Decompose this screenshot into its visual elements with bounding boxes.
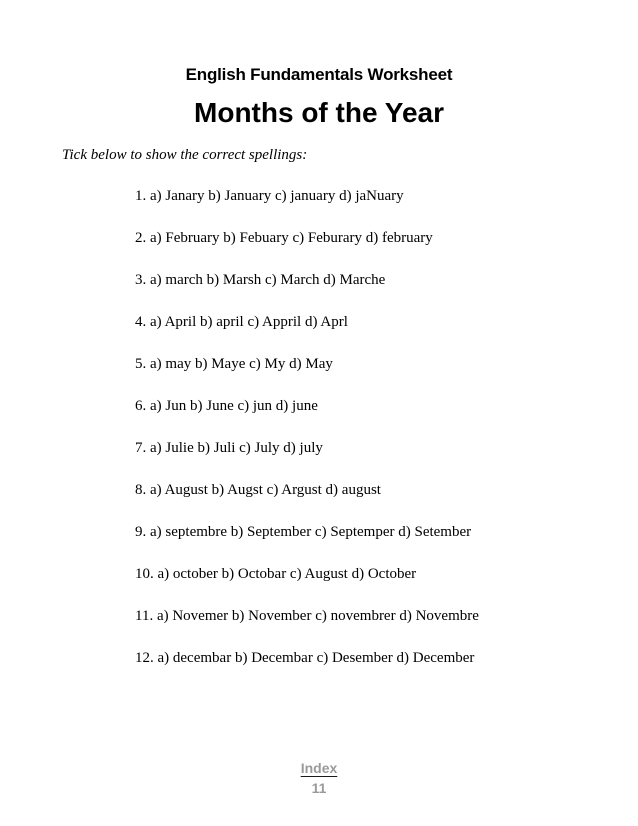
question-4: 4. a) April b) april c) Appril d) Aprl	[135, 314, 348, 330]
question-2: 2. a) February b) Febuary c) Feburary d) february	[135, 230, 433, 246]
question-6: 6. a) Jun b) June c) jun d) june	[135, 398, 318, 414]
question-12: 12. a) decembar b) Decembar c) Desember d) December	[135, 650, 475, 666]
question-1: 1. a) Janary b) January c) january d) jaNuary	[135, 188, 404, 204]
question-11: 11. a) Novemer b) November c) novembrer d) Novembre	[135, 608, 479, 624]
question-9: 9. a) septembre b) September c) Septemper d) Setember	[135, 524, 472, 540]
instruction-text: Tick below to show the correct spellings:	[62, 147, 308, 163]
index-link[interactable]: Index	[300, 760, 338, 776]
page-number: 11	[311, 780, 327, 796]
question-3: 3. a) march b) Marsh c) March d) Marche	[135, 272, 386, 288]
question-7: 7. a) Julie b) Juli c) July d) july	[135, 440, 323, 456]
question-8: 8. a) August b) Augst c) Argust d) august	[135, 482, 381, 498]
question-5: 5. a) may b) Maye c) My d) May	[135, 356, 333, 372]
worksheet-series-title: English Fundamentals Worksheet	[185, 65, 453, 84]
page-title: Months of the Year	[194, 97, 444, 128]
question-list	[135, 186, 479, 690]
question-10: 10. a) october b) Octobar c) August d) October	[135, 566, 417, 582]
page-footer	[0, 758, 638, 798]
